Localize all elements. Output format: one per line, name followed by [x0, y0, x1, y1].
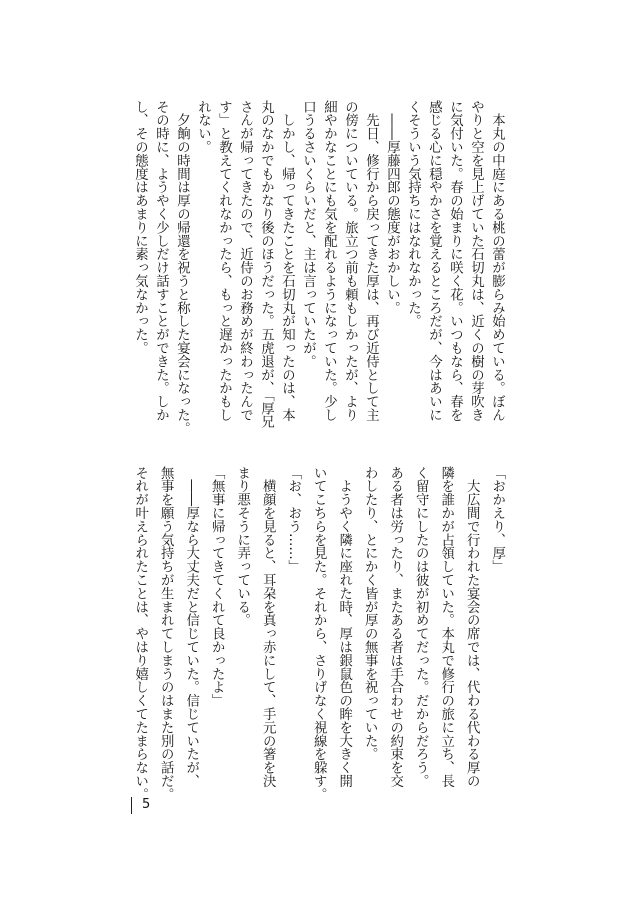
text-column: それが叶えられたことは、やはり嬉しくてたまらない。: [132, 466, 148, 801]
text-column: 夕餉の時間は厚の帰還を祝うと称した宴会になった。: [174, 100, 190, 435]
page-number-rule: [131, 797, 132, 814]
text-column: 「おかえり、厚」: [489, 466, 505, 574]
text-column: 横顔を見ると、耳朶を真っ赤にして、手元の箸を決: [260, 466, 276, 788]
text-column: 細やかなことにも気を配れるようになっていた。少し: [321, 100, 337, 422]
text-column: やりと空を見上げていた石切丸は、近くの樹の芽吹き: [468, 100, 484, 422]
text-column: の傍についている。旅立つ前も頼もしかったが、より: [342, 100, 358, 422]
upper-text-block: [130, 100, 508, 435]
text-column: れない。: [195, 100, 211, 154]
text-column: わしたり、とにかく皆が厚の無事を祝っていた。: [362, 466, 378, 761]
text-column: いてこちらを見た。それから、さりげなく視線を躱す。: [311, 466, 327, 801]
text-column: くそういう気持ちにはなれなかった。: [405, 100, 421, 328]
page-number: 5: [142, 797, 151, 812]
text-column: 無事を願う気持ちが生まれてしまうのはまた別の話だ。: [158, 466, 174, 801]
text-column: す」と教えてくれなかったら、もっと遅かったかもし: [216, 100, 232, 422]
text-column: 感じる心に穏やかさを覚えるところだが、今はあいに: [426, 100, 442, 422]
text-column: ある者は労ったり、またある者は手合わせの約束を交: [387, 466, 403, 788]
lower-text-block: [127, 466, 510, 801]
text-column: く留守にしたのは彼が初めてだった。だからだろう。: [413, 466, 429, 788]
text-column: 本丸の中庭にある桃の蕾が膨らみ始めている。ぼん: [489, 100, 505, 422]
text-column: しかし、帰ってきたことを石切丸が知ったのは、本: [279, 100, 295, 422]
text-column: し、その態度はあまりに素っ気なかった。: [132, 100, 148, 355]
text-column: さんが帰ってきたので、近侍のお務めが終わったんで: [237, 100, 253, 422]
text-column: ようやく隣に座れた時、厚は銀鼠色の眸を大きく開: [336, 466, 352, 788]
text-column: 隣を誰かが占領していた。本丸で修行の旅に立ち、長: [438, 466, 454, 788]
text-column: その時に、ようやく少しだけ話すことができた。しか: [153, 100, 169, 422]
text-column: 「無事に帰ってきてくれて良かったよ」: [209, 466, 225, 708]
text-column: 「お、おう……」: [285, 466, 301, 574]
text-column: 口うるさいくらいだと、主は言っていたが。: [300, 100, 316, 368]
text-column: ――厚なら大丈夫だと信じていた。信じていたが、: [183, 466, 199, 788]
text-column: 丸のなかでもかなり後のほうだった。五虎退が、「厚兄: [258, 100, 274, 429]
text-column: 大広間で行われた宴会の席では、代わる代わる厚の: [464, 466, 480, 788]
text-column: 先日、修行から戻ってきた厚は、再び近侍として主: [363, 100, 379, 422]
text-column: に気付いた。春の始まりに咲く花。いつもなら、春を: [447, 100, 463, 422]
text-column: ――厚藤四郎の態度がおかしい。: [384, 100, 400, 315]
text-column: まり悪そうに弄っている。: [234, 466, 250, 627]
